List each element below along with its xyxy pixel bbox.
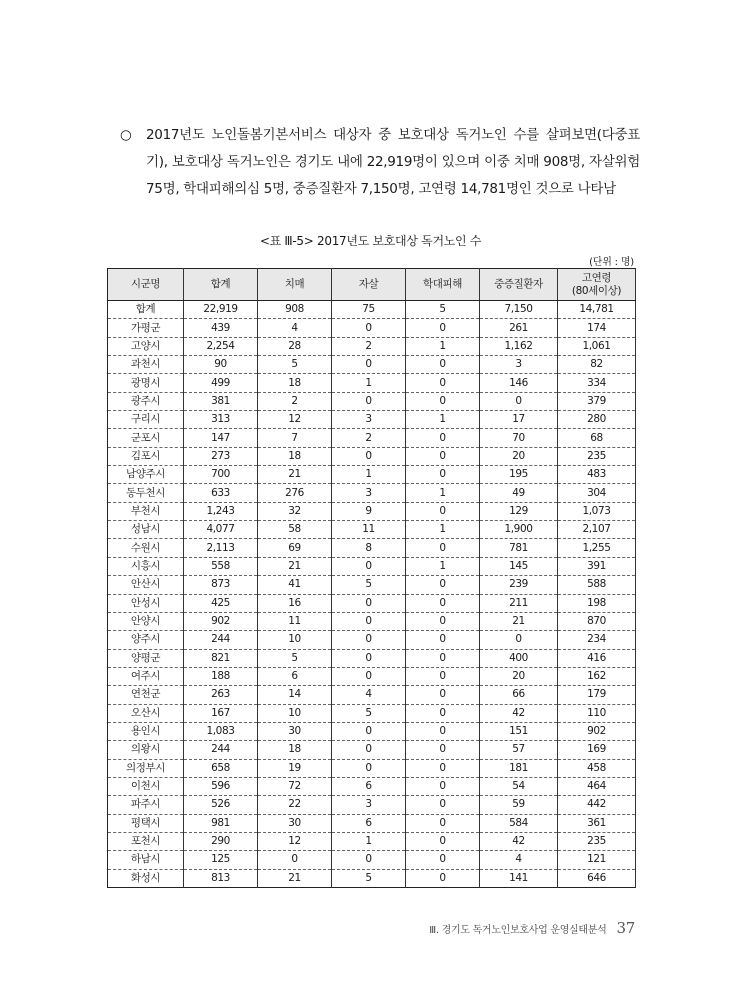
table-cell: 1 — [332, 466, 406, 484]
table-cell: 188 — [184, 667, 258, 685]
table-cell: 12 — [258, 832, 332, 850]
table-caption: <표 Ⅲ-5> 2017년도 보호대상 독거노인 수 — [259, 234, 482, 248]
table-cell: 0 — [406, 374, 480, 392]
table-cell: 10 — [258, 704, 332, 722]
table-cell: 1 — [406, 411, 480, 429]
table-cell: 수원시 — [108, 539, 184, 557]
table-cell: 광명시 — [108, 374, 184, 392]
table-cell: 526 — [184, 796, 258, 814]
table-cell: 0 — [406, 649, 480, 667]
table-cell: 11 — [258, 612, 332, 630]
table-cell: 안산시 — [108, 576, 184, 594]
header-total: 합계 — [184, 269, 258, 301]
table-cell: 167 — [184, 704, 258, 722]
table-cell: 4 — [332, 686, 406, 704]
table-cell: 499 — [184, 374, 258, 392]
table-cell: 19 — [258, 759, 332, 777]
table-cell: 4 — [258, 319, 332, 337]
table-row — [108, 777, 636, 795]
table-cell: 0 — [406, 832, 480, 850]
table-cell: 1 — [406, 557, 480, 575]
table-cell: 화성시 — [108, 869, 184, 887]
table-cell: 244 — [184, 631, 258, 649]
table-cell: 1,083 — [184, 722, 258, 740]
table-cell: 244 — [184, 741, 258, 759]
table-cell: 14,781 — [558, 301, 636, 319]
table-cell: 54 — [480, 777, 558, 795]
page-footer — [429, 919, 635, 937]
table-cell: 464 — [558, 777, 636, 795]
table-cell: 1,073 — [558, 502, 636, 520]
table-cell: 2 — [332, 337, 406, 355]
table-cell: 0 — [406, 319, 480, 337]
table-cell: 239 — [480, 576, 558, 594]
table-cell: 416 — [558, 649, 636, 667]
table-cell: 0 — [406, 631, 480, 649]
table-cell: 의왕시 — [108, 741, 184, 759]
table-cell: 181 — [480, 759, 558, 777]
table-row — [108, 447, 636, 465]
table-cell: 596 — [184, 777, 258, 795]
table-cell: 3 — [332, 796, 406, 814]
table-row — [108, 649, 636, 667]
table-cell: 195 — [480, 466, 558, 484]
table-row — [108, 301, 636, 319]
table-cell: 0 — [480, 631, 558, 649]
table-cell: 5 — [258, 356, 332, 374]
table-cell: 안양시 — [108, 612, 184, 630]
table-row — [108, 557, 636, 575]
table-cell: 0 — [406, 796, 480, 814]
table-cell: 125 — [184, 851, 258, 869]
table-cell: 6 — [258, 667, 332, 685]
table-header-row — [108, 269, 636, 301]
table-cell: 121 — [558, 851, 636, 869]
table-cell: 700 — [184, 466, 258, 484]
table-cell: 129 — [480, 502, 558, 520]
table-cell: 양주시 — [108, 631, 184, 649]
table-cell: 12 — [258, 411, 332, 429]
table-cell: 658 — [184, 759, 258, 777]
table-cell: 18 — [258, 741, 332, 759]
table-cell: 평택시 — [108, 814, 184, 832]
table-cell: 6 — [332, 814, 406, 832]
table-cell: 4,077 — [184, 521, 258, 539]
table-cell: 57 — [480, 741, 558, 759]
table-cell: 0 — [406, 777, 480, 795]
table-unit: (단위 : 명) — [589, 257, 634, 268]
table-row — [108, 612, 636, 630]
table-cell: 42 — [480, 832, 558, 850]
table-cell: 588 — [558, 576, 636, 594]
table-cell: 3 — [480, 356, 558, 374]
table-cell: 9 — [332, 502, 406, 520]
table-cell: 0 — [406, 447, 480, 465]
table-cell: 1 — [406, 521, 480, 539]
table-row — [108, 851, 636, 869]
table-cell: 59 — [480, 796, 558, 814]
table-cell: 151 — [480, 722, 558, 740]
table-cell: 0 — [332, 594, 406, 612]
table-cell: 873 — [184, 576, 258, 594]
header-severe-illness: 중증질환자 — [480, 269, 558, 301]
table-cell: 68 — [558, 429, 636, 447]
table-cell: 0 — [406, 502, 480, 520]
table-cell: 381 — [184, 392, 258, 410]
footer-chapter: Ⅲ. 경기도 독거노인보호사업 운영실태분석 — [429, 925, 607, 936]
table-row — [108, 869, 636, 887]
table-cell: 361 — [558, 814, 636, 832]
table-row — [108, 686, 636, 704]
table-row — [108, 374, 636, 392]
table-cell: 18 — [258, 374, 332, 392]
table-cell: 8 — [332, 539, 406, 557]
table-cell: 4 — [480, 851, 558, 869]
header-dementia: 치매 — [258, 269, 332, 301]
table-cell: 20 — [480, 447, 558, 465]
table-row — [108, 539, 636, 557]
table-cell: 146 — [480, 374, 558, 392]
table-cell: 고양시 — [108, 337, 184, 355]
table-cell: 0 — [406, 667, 480, 685]
table-cell: 391 — [558, 557, 636, 575]
table-cell: 263 — [184, 686, 258, 704]
table-cell: 1 — [332, 832, 406, 850]
table-row — [108, 832, 636, 850]
table-cell: 439 — [184, 319, 258, 337]
table-cell: 3 — [332, 484, 406, 502]
table-cell: 870 — [558, 612, 636, 630]
table-cell: 안성시 — [108, 594, 184, 612]
table-cell: 147 — [184, 429, 258, 447]
table-cell: 235 — [558, 832, 636, 850]
table-cell: 과천시 — [108, 356, 184, 374]
table-cell: 30 — [258, 814, 332, 832]
table-row — [108, 576, 636, 594]
table-cell: 16 — [258, 594, 332, 612]
table-cell: 0 — [406, 392, 480, 410]
table-cell: 1,255 — [558, 539, 636, 557]
table-cell: 42 — [480, 704, 558, 722]
table-cell: 10 — [258, 631, 332, 649]
table-cell: 0 — [406, 466, 480, 484]
table-cell: 파주시 — [108, 796, 184, 814]
table-cell: 2,113 — [184, 539, 258, 557]
table-cell: 49 — [480, 484, 558, 502]
table-cell: 5 — [406, 301, 480, 319]
table-cell: 0 — [406, 851, 480, 869]
table-cell: 110 — [558, 704, 636, 722]
table-cell: 21 — [258, 869, 332, 887]
table-body — [108, 301, 636, 888]
table-cell: 0 — [332, 612, 406, 630]
table-cell: 235 — [558, 447, 636, 465]
table-cell: 0 — [332, 649, 406, 667]
table-cell: 6 — [332, 777, 406, 795]
table-cell: 174 — [558, 319, 636, 337]
table-cell: 0 — [406, 814, 480, 832]
table-cell: 0 — [406, 722, 480, 740]
table-cell: 1 — [406, 484, 480, 502]
table-cell: 0 — [258, 851, 332, 869]
table-cell: 0 — [332, 319, 406, 337]
table-row — [108, 319, 636, 337]
page-number: 37 — [616, 919, 635, 937]
table-cell: 813 — [184, 869, 258, 887]
table-cell: 21 — [480, 612, 558, 630]
table-cell: 1 — [332, 374, 406, 392]
table-cell: 276 — [258, 484, 332, 502]
table-row — [108, 796, 636, 814]
table-cell: 442 — [558, 796, 636, 814]
table-cell: 1 — [406, 337, 480, 355]
elderly-table — [107, 268, 636, 888]
table-cell: 69 — [258, 539, 332, 557]
table-cell: 145 — [480, 557, 558, 575]
table-cell: 22 — [258, 796, 332, 814]
table-cell: 20 — [480, 667, 558, 685]
table-cell: 0 — [406, 356, 480, 374]
table-row — [108, 429, 636, 447]
table-cell: 21 — [258, 466, 332, 484]
table-cell: 304 — [558, 484, 636, 502]
table-cell: 양평군 — [108, 649, 184, 667]
table-cell: 483 — [558, 466, 636, 484]
table-row — [108, 392, 636, 410]
table-cell: 379 — [558, 392, 636, 410]
table-cell: 남양주시 — [108, 466, 184, 484]
table-cell: 3 — [332, 411, 406, 429]
table-row — [108, 759, 636, 777]
table-cell: 290 — [184, 832, 258, 850]
table-cell: 2,254 — [184, 337, 258, 355]
table-cell: 0 — [406, 686, 480, 704]
table-cell: 0 — [406, 869, 480, 887]
table-cell: 0 — [406, 704, 480, 722]
table-row — [108, 484, 636, 502]
table-cell: 0 — [332, 447, 406, 465]
table-cell: 22,919 — [184, 301, 258, 319]
table-cell: 646 — [558, 869, 636, 887]
header-abuse: 학대피해 — [406, 269, 480, 301]
table-cell: 김포시 — [108, 447, 184, 465]
table-row — [108, 521, 636, 539]
table-cell: 66 — [480, 686, 558, 704]
table-cell: 458 — [558, 759, 636, 777]
table-cell: 군포시 — [108, 429, 184, 447]
table-cell: 구리시 — [108, 411, 184, 429]
table-cell: 0 — [406, 741, 480, 759]
table-cell: 5 — [258, 649, 332, 667]
table-row — [108, 631, 636, 649]
table-cell: 0 — [332, 759, 406, 777]
table-cell: 908 — [258, 301, 332, 319]
table-cell: 1,061 — [558, 337, 636, 355]
table-cell: 28 — [258, 337, 332, 355]
table-cell: 5 — [332, 576, 406, 594]
table-cell: 0 — [332, 667, 406, 685]
table-cell: 32 — [258, 502, 332, 520]
table-cell: 11 — [332, 521, 406, 539]
table-cell: 18 — [258, 447, 332, 465]
table-cell: 902 — [558, 722, 636, 740]
table-cell: 2,107 — [558, 521, 636, 539]
summary-paragraph — [120, 122, 640, 203]
table-cell: 584 — [480, 814, 558, 832]
table-row — [108, 594, 636, 612]
header-advanced-age: 고연령 (80세이상) — [558, 269, 636, 301]
table-cell: 0 — [332, 851, 406, 869]
table-cell: 7 — [258, 429, 332, 447]
table-row — [108, 722, 636, 740]
table-cell: 0 — [406, 612, 480, 630]
table-cell: 2 — [258, 392, 332, 410]
table-cell: 17 — [480, 411, 558, 429]
table-cell: 부천시 — [108, 502, 184, 520]
table-cell: 이천시 — [108, 777, 184, 795]
table-row — [108, 667, 636, 685]
table-cell: 1,162 — [480, 337, 558, 355]
table-cell: 하남시 — [108, 851, 184, 869]
table-cell: 7,150 — [480, 301, 558, 319]
table-cell: 0 — [406, 429, 480, 447]
table-cell: 연천군 — [108, 686, 184, 704]
table-cell: 425 — [184, 594, 258, 612]
table-cell: 합계 — [108, 301, 184, 319]
table-cell: 0 — [406, 594, 480, 612]
table-cell: 21 — [258, 557, 332, 575]
header-suicide: 자살 — [332, 269, 406, 301]
table-cell: 0 — [406, 759, 480, 777]
table-cell: 902 — [184, 612, 258, 630]
table-cell: 82 — [558, 356, 636, 374]
table-cell: 1,900 — [480, 521, 558, 539]
table-cell: 273 — [184, 447, 258, 465]
table-cell: 198 — [558, 594, 636, 612]
table-cell: 2 — [332, 429, 406, 447]
table-cell: 334 — [558, 374, 636, 392]
table-cell: 821 — [184, 649, 258, 667]
table-cell: 75 — [332, 301, 406, 319]
table-cell: 1,243 — [184, 502, 258, 520]
table-cell: 781 — [480, 539, 558, 557]
table-cell: 가평군 — [108, 319, 184, 337]
table-row — [108, 411, 636, 429]
table-cell: 633 — [184, 484, 258, 502]
table-cell: 5 — [332, 869, 406, 887]
table-cell: 0 — [406, 539, 480, 557]
table-cell: 90 — [184, 356, 258, 374]
table-cell: 시흥시 — [108, 557, 184, 575]
bullet-icon: ○ — [120, 127, 132, 143]
table-row — [108, 502, 636, 520]
table-cell: 14 — [258, 686, 332, 704]
table-row — [108, 337, 636, 355]
table-cell: 여주시 — [108, 667, 184, 685]
table-cell: 성남시 — [108, 521, 184, 539]
table-row — [108, 741, 636, 759]
table-cell: 30 — [258, 722, 332, 740]
table-cell: 72 — [258, 777, 332, 795]
table-cell: 141 — [480, 869, 558, 887]
table-cell: 0 — [406, 576, 480, 594]
table-cell: 포천시 — [108, 832, 184, 850]
table-cell: 0 — [332, 392, 406, 410]
table-cell: 58 — [258, 521, 332, 539]
table-cell: 0 — [332, 557, 406, 575]
table-row — [108, 356, 636, 374]
table-cell: 용인시 — [108, 722, 184, 740]
table-cell: 광주시 — [108, 392, 184, 410]
table-cell: 0 — [480, 392, 558, 410]
summary-text: 2017년도 노인돌봄기본서비스 대상자 중 보호대상 독거노인 수를 살펴보면(다중표기), 보호대상 독거노인은 경기도 내에 22,919명이 있으며 이중 치매 908명, 자살위험 75명, 학대피해의심 5명, 중증질환자 7,150명, 고연령 14,781명인 것으로 나타남 — [146, 127, 640, 197]
table-cell: 981 — [184, 814, 258, 832]
table-cell: 의정부시 — [108, 759, 184, 777]
table-cell: 179 — [558, 686, 636, 704]
table-cell: 동두천시 — [108, 484, 184, 502]
table-cell: 162 — [558, 667, 636, 685]
table-row — [108, 466, 636, 484]
table-cell: 558 — [184, 557, 258, 575]
table-cell: 41 — [258, 576, 332, 594]
header-region: 시군명 — [108, 269, 184, 301]
table-cell: 5 — [332, 704, 406, 722]
table-row — [108, 704, 636, 722]
table-cell: 400 — [480, 649, 558, 667]
table-cell: 261 — [480, 319, 558, 337]
table-row — [108, 814, 636, 832]
table-cell: 0 — [332, 741, 406, 759]
table-cell: 70 — [480, 429, 558, 447]
table-cell: 313 — [184, 411, 258, 429]
table-cell: 오산시 — [108, 704, 184, 722]
table-cell: 169 — [558, 741, 636, 759]
table-cell: 280 — [558, 411, 636, 429]
table-cell: 0 — [332, 356, 406, 374]
table-cell: 0 — [332, 722, 406, 740]
table-cell: 234 — [558, 631, 636, 649]
table-cell: 0 — [332, 631, 406, 649]
table-cell: 211 — [480, 594, 558, 612]
